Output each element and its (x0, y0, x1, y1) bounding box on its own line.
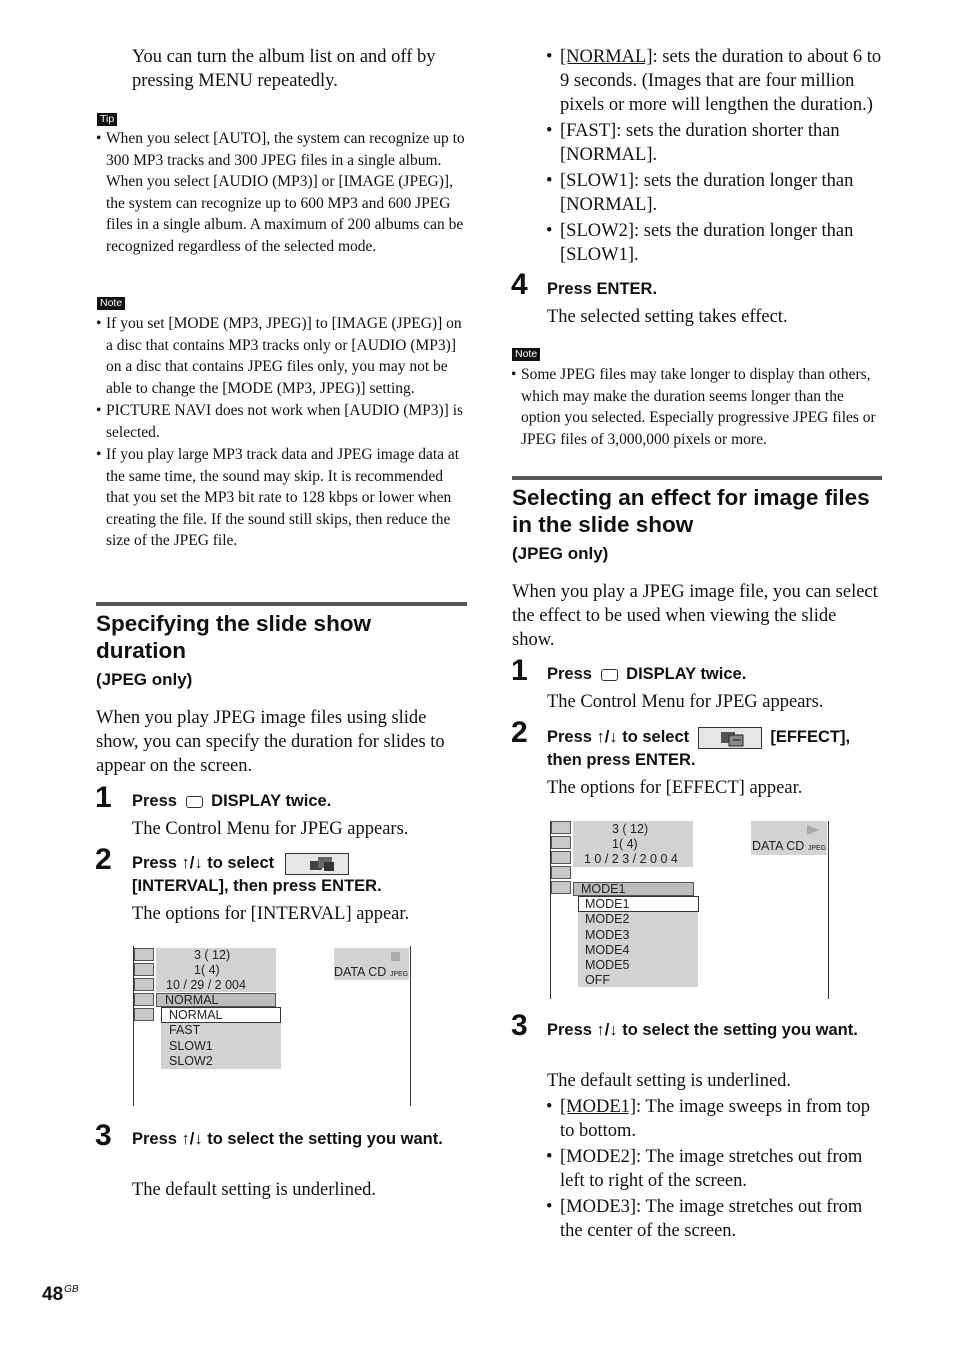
step-result: The options for [INTERVAL] appear. (132, 904, 410, 924)
option-term: [MODE2] (560, 1147, 637, 1167)
note-item: • If you play large MP3 track data and JPEG image data at the same time, the sound may skip. It is recommended that you set the MP3 bit rate to 128 kbps or lower when creating the file. If the sound still skips, then reduce the size of the JPEG file. (96, 444, 468, 552)
note-item: • If you set [MODE (MP3, JPEG)] to [IMAGE (JPEG)] on a disc that contains MP3 tracks only or [AUDIO (MP3)] on a disc that contains JPEG files only, you may not be able to change the [MODE (MP3, JPEG)] setting. (96, 313, 468, 399)
option-desc: : sets the duration to about 6 to 9 seconds. (Images that are four million pixels or more will lengthen the duration.) (560, 47, 882, 115)
duration-option (546, 169, 886, 217)
effect-option (546, 1195, 886, 1243)
disc-type: DATA CD (334, 965, 387, 979)
note-item: • Some JPEG files may take longer to display than others, which may make the duration seems longer than the option you selected. Especially progressive JPEG files or JPEG files of 3,000,000 pixels or more. (511, 364, 886, 450)
step-result: The options for [EFFECT] appear. (547, 778, 803, 798)
date-line: 10 / 29 / 2 004 (166, 978, 246, 992)
page-number (42, 1284, 79, 1306)
menu-header-text: MODE1 (581, 882, 626, 896)
tip-label: Tip (97, 113, 117, 126)
duration-option (546, 45, 886, 117)
step-text: DISPLAY twice. (626, 665, 747, 683)
duration-options-list (546, 45, 886, 267)
menu-icon-cell (551, 866, 571, 879)
display-icon (601, 669, 618, 681)
interval-screen (133, 946, 411, 1106)
tip-list (96, 128, 468, 257)
section-subtitle: (JPEG only) (512, 544, 609, 563)
step-number: 3 (511, 1009, 528, 1042)
page-number-value: 48 (42, 1284, 64, 1305)
interval-icon (285, 853, 349, 875)
step-text: [EFFECT], (770, 728, 851, 746)
option-item[interactable]: SLOW2 (169, 1054, 213, 1068)
step-text: then press ENTER. (547, 750, 696, 769)
step-result: The selected setting takes effect. (547, 307, 788, 327)
step-result: The default setting is underlined. (132, 1180, 377, 1200)
disc-format: JPEG (389, 971, 409, 978)
option-term: [NORMAL] (560, 47, 653, 67)
menu-icon-cell (134, 993, 154, 1006)
section-title: Specifying the slide show duration (96, 611, 372, 663)
duration-option (546, 119, 886, 167)
option-item[interactable]: FAST (169, 1023, 201, 1037)
tip-item: • When you select [AUTO], the system can recognize up to 300 MP3 tracks and 300 JPEG files in a single album. When you select [AUDIO (MP3)] or [IMAGE (JPEG)], the system can recognize up to 600 MP3 and 600 JPEG files in a single album. A maximum of 200 albums can be recognized regardless of the selected mode. (96, 128, 468, 257)
option-desc: : The image stretches out from the center of the screen. (560, 1197, 863, 1241)
step-instruction (547, 663, 746, 685)
disc-label (334, 965, 408, 982)
step-number: 1 (511, 654, 528, 687)
menu-icon-cell (551, 881, 571, 894)
effect-option (546, 1145, 886, 1193)
disc-type: DATA CD (752, 839, 805, 853)
effect-icon (698, 727, 762, 749)
duration-option (546, 219, 886, 267)
section-rule (512, 476, 882, 480)
section-subtitle: (JPEG only) (96, 670, 193, 689)
step-result: The Control Menu for JPEG appears. (132, 819, 409, 839)
note-label: Note (97, 297, 125, 310)
menu-icon-cell (551, 836, 571, 849)
step-instruction: Press ↑/↓ to select the setting you want. (132, 1130, 443, 1148)
option-term: [FAST] (560, 121, 617, 141)
display-icon (186, 796, 203, 808)
option-term: [SLOW2] (560, 221, 634, 241)
option-item[interactable]: SLOW1 (169, 1039, 213, 1053)
option-desc: : The image stretches out from left to right of the screen. (560, 1147, 863, 1191)
option-desc: : sets the duration shorter than [NORMAL]. (560, 121, 840, 165)
effect-options-list (546, 1095, 886, 1243)
option-desc: : The image sweeps in from top to bottom. (560, 1097, 870, 1141)
stop-icon (391, 952, 400, 961)
step-number: 1 (95, 781, 112, 814)
option-item[interactable]: MODE3 (585, 928, 630, 942)
note-label: Note (512, 348, 540, 361)
track-line: 1( 4) (194, 963, 220, 977)
menu-icon-cell (134, 1008, 154, 1021)
step-instruction (132, 790, 331, 812)
step-text: DISPLAY twice. (211, 792, 332, 810)
section-intro: When you play JPEG image files using slide show, you can specify the duration for slides to appear on the screen. (96, 708, 445, 776)
disc-label (752, 839, 826, 856)
track-line: 3 ( 12) (194, 948, 231, 962)
step-number: 2 (511, 716, 528, 749)
section-intro: When you play a JPEG image file, you can select the effect to be used when viewing the slide show. (512, 582, 878, 650)
option-item[interactable]: OFF (585, 973, 610, 987)
section-title: Selecting an effect for image files in the slide show (512, 485, 870, 537)
step-text: [INTERVAL], then press ENTER. (132, 876, 382, 895)
disc-format: JPEG (807, 845, 827, 852)
step-instruction (547, 726, 887, 771)
step-press: Press (132, 792, 177, 810)
option-item[interactable]: NORMAL (169, 1008, 223, 1022)
option-desc: : sets the duration longer than [SLOW1]. (560, 221, 854, 265)
album-list-intro: You can turn the album list on and off by pressing MENU repeatedly. (132, 47, 436, 91)
menu-icon-cell (551, 821, 571, 834)
menu-icon-cell (134, 978, 154, 991)
step-result: The Control Menu for JPEG appears. (547, 692, 824, 712)
date-line: 1 0 / 2 3 / 2 0 0 4 (584, 852, 678, 866)
step-text: Press ↑/↓ to select (132, 854, 275, 872)
menu-header-text: NORMAL (165, 993, 219, 1007)
step-number: 4 (511, 268, 528, 301)
option-term: [SLOW1] (560, 171, 634, 191)
step-instruction: Press ENTER. (547, 280, 658, 298)
step-result: The default setting is underlined. (547, 1071, 792, 1091)
effect-option (546, 1095, 886, 1143)
step-text: Press ↑/↓ to select (547, 728, 690, 746)
option-item[interactable]: MODE2 (585, 912, 630, 926)
step-number: 2 (95, 843, 112, 876)
option-item[interactable]: MODE4 (585, 943, 630, 957)
step-number: 3 (95, 1119, 112, 1152)
menu-icon-cell (134, 963, 154, 976)
section-rule (96, 602, 467, 606)
menu-icon-cell (134, 948, 154, 961)
effect-screen (550, 821, 829, 999)
step-instruction: Press ↑/↓ to select the setting you want. (547, 1021, 858, 1039)
option-item[interactable]: MODE1 (585, 897, 630, 911)
page-suffix: GB (64, 1284, 79, 1295)
option-desc: : sets the duration longer than [NORMAL]. (560, 171, 854, 215)
track-line: 1( 4) (612, 837, 638, 851)
step-press: Press (547, 665, 592, 683)
play-icon (807, 825, 819, 835)
note-list (511, 364, 886, 450)
track-line: 3 ( 12) (612, 822, 649, 836)
section-heading-effect (512, 484, 884, 564)
step-instruction (132, 852, 472, 897)
option-term: [MODE3] (560, 1197, 637, 1217)
option-term: [MODE1] (560, 1097, 637, 1117)
option-item[interactable]: MODE5 (585, 958, 630, 972)
section-heading-duration (96, 610, 467, 690)
note-list (96, 313, 468, 552)
menu-icon-cell (551, 851, 571, 864)
note-item: • PICTURE NAVI does not work when [AUDIO (MP3)] is selected. (96, 400, 468, 443)
